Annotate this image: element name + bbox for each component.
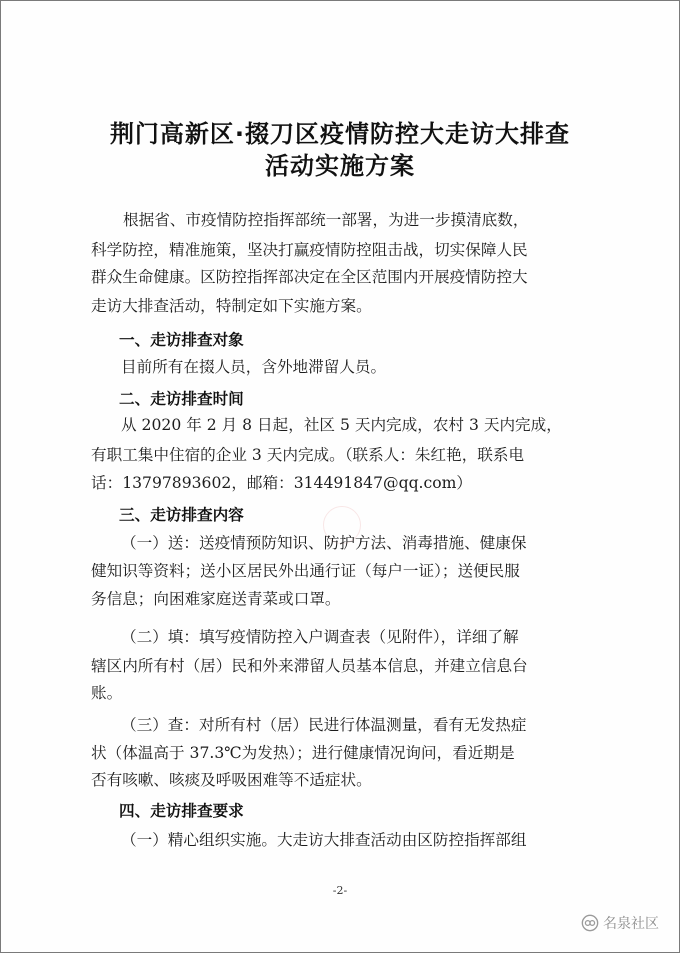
body-line: 有职工集中住宿的企业 3 天内完成。（联系人：朱红艳，联系电 (91, 446, 525, 464)
body-line: （一）送：送疫情预防知识、防护方法、消毒措施、健康保 (121, 534, 527, 552)
watermark-text: 名泉社区 (603, 916, 659, 932)
body-line: 账。 (91, 684, 123, 702)
wechat-watermark (581, 913, 659, 933)
document-title-line-2: 活动实施方案 (265, 152, 415, 180)
body-line: 务信息；向困难家庭送青菜或口罩。 (91, 590, 341, 608)
body-line: 辖区内所有村（居）民和外来滞留人员基本信息，并建立信息台 (91, 657, 528, 675)
section-heading-4: 四、走访排查要求 (119, 802, 244, 820)
body-line: 根据省、市疫情防控指挥部统一部署，为进一步摸清底数， (123, 211, 529, 229)
body-line: （三）查：对所有村（居）民进行体温测量，看有无发热症 (121, 716, 527, 734)
body-line: 状（体温高于 37.3℃为发热）；进行健康情况询问，看近期是 (91, 744, 515, 762)
page-number: -2- (332, 884, 348, 897)
body-line: 健知识等资料；送小区居民外出通行证（每户一证）；送便民服 (91, 562, 520, 580)
body-line: 科学防控，精准施策，坚决打赢疫情防控阻击战，切实保障人民 (91, 241, 528, 259)
body-line: 目前所有在掇人员，含外地滞留人员。 (121, 358, 387, 376)
body-line: （一）精心组织实施。大走访大排查活动由区防控指挥部组 (121, 831, 527, 849)
body-line: 话：13797893602，邮箱：314491847@qq.com） (91, 474, 473, 492)
section-heading-1: 一、走访排查对象 (119, 331, 244, 349)
body-line: 否有咳嗽、咳痰及呼吸困难等不适症状。 (91, 771, 372, 789)
body-line: （二）填：填写疫情防控入户调查表（见附件），详细了解 (121, 628, 519, 646)
body-line: 从 2020 年 2 月 8 日起，社区 5 天内完成，农村 3 天内完成， (121, 416, 562, 434)
section-heading-3: 三、走访排查内容 (119, 506, 244, 524)
document-title-line-1: 荆门高新区·掇刀区疫情防控大走访大排查 (109, 120, 571, 148)
body-line: 群众生命健康。区防控指挥部决定在全区范围内开展疫情防控大 (91, 268, 528, 286)
section-heading-2: 二、走访排查时间 (119, 390, 244, 408)
wechat-account-icon (581, 914, 599, 932)
body-line: 走访大排查活动，特制定如下实施方案。 (91, 297, 372, 315)
